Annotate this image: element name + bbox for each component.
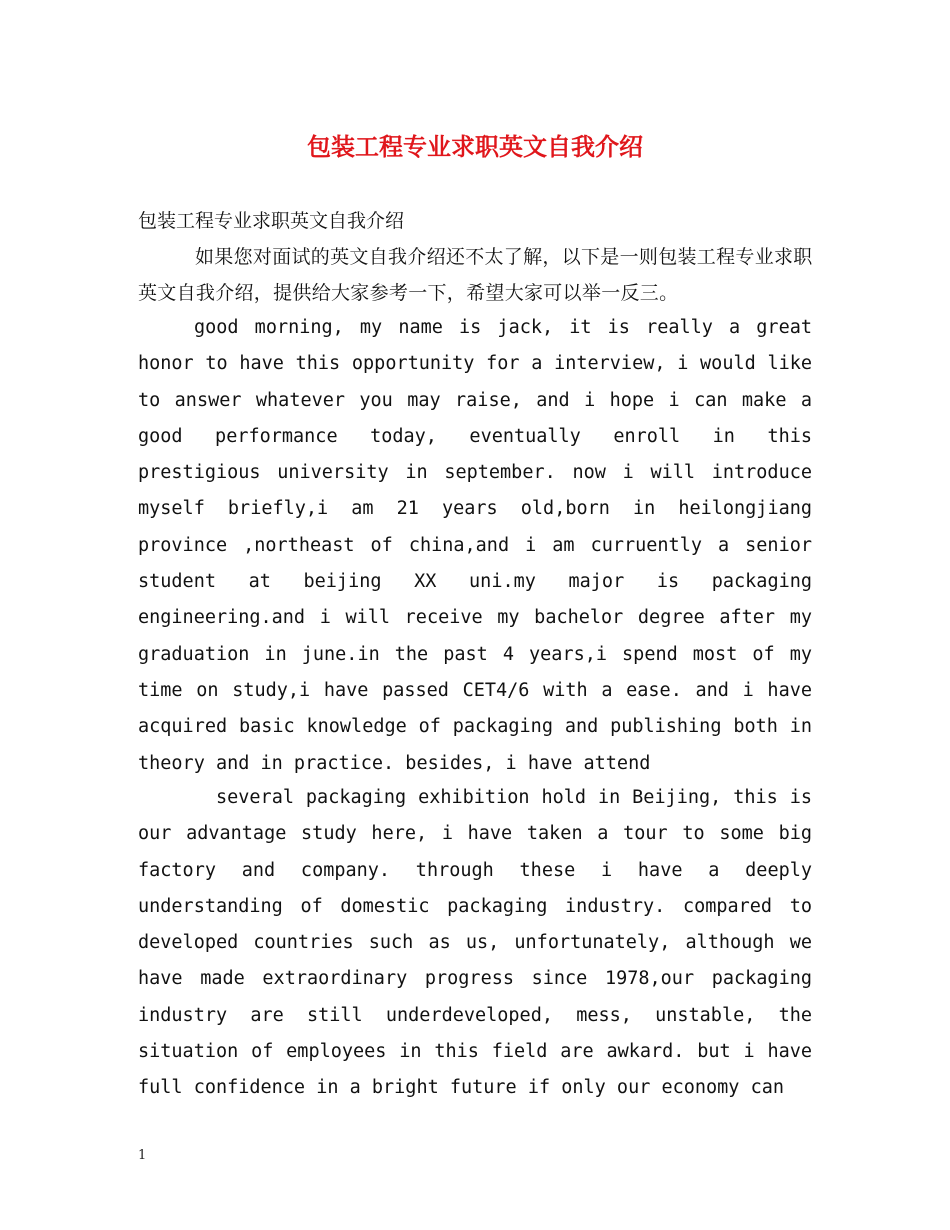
page-number: 1 [138,1148,147,1163]
document-title: 包装工程专业求职英文自我介绍 [307,132,643,161]
body-paragraph-2: several packaging exhibition hold in Beijing, this is our advantage study here, i have taken a tour to some big factory and company. through these i have a deeply understanding of domestic packaging industry. compared to developed countries such as us, unfortunately, although we have made extraordinary progress since 1978,our packaging industry are still underdeveloped, mess, unstable, the situation of employees in this field are awkard. but i have full confidence in a bright future if only our economy can [138,787,812,1099]
body-paragraph-1: good morning, my name is jack, it is really a great honor to have this opportunity for a interview, i would like to answer whatever you may raise, and i hope i can make a good performance today, eventually enroll in this prestigious university in september. now i will introduce myself briefly,i am 21 years old,born in heilongjiang province ,northeast of china,and i am curruently a senior student at beijing XX uni.my major is packaging engineering.and i will receive my bachelor degree after my graduation in june.in the past 4 years,i spend most of my time on study,i have passed CET4/6 with a ease. and i have acquired basic knowledge of packaging and publishing both in theory and in practice. besides, i have attend [138,317,812,774]
section-heading: 包装工程专业求职英文自我介绍 [138,210,405,232]
intro-paragraph: 如果您对面试的英文自我介绍还不太了解，以下是一则包装工程专业求职英文自我介绍，提供给大家参考一下，希望大家可以举一反三。 [138,246,813,304]
